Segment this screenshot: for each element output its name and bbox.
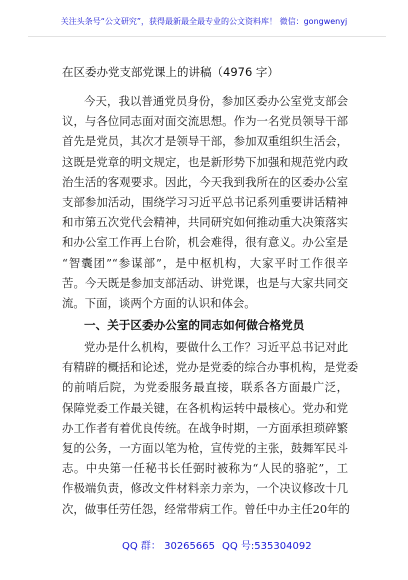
paragraph-2-line: 党办是什么机构，要做什么工作？习近平总书记对此 <box>84 340 348 355</box>
paragraph-1-line: 苦。今天既是参加支部活动、讲党课，也是与大家共同交 <box>62 275 348 290</box>
section-1-heading: 一、关于区委办公室的同志如何做合格党员 <box>84 318 305 333</box>
header-divider <box>28 36 386 37</box>
paragraph-1-line: 议，与各位同志面对面交流思想。作为一名党员领导干部 <box>62 114 348 129</box>
paragraph-2-line: 次，做事任劳任怨，经常带病工作。曾任中办主任20年的 <box>62 501 350 516</box>
paragraph-2-line: 有精辟的概括和论述，党办是党委的综合办事机构，是党委 <box>62 360 359 375</box>
paragraph-1-line: 今天，我以普通党员身份，参加区委办公室党支部会 <box>84 94 348 108</box>
document-title: 在区委办党支部党课上的讲稿（4976 字） <box>62 65 279 79</box>
paragraph-2-line: 复的公务，一方面以笔为枪，宣传党的主张，鼓舞军民斗 <box>62 441 348 455</box>
footer-qq-number[interactable]: QQ 号:535304092 <box>222 541 312 552</box>
paragraph-1-line: 首先是党员，其次才是领导干部，参加双重组织生活会， <box>62 134 348 149</box>
paragraph-1-line: 流。下面，谈两个方面的认识和体会。 <box>62 295 256 310</box>
paragraph-1-line: 支部参加活动，围绕学习习近平总书记系列重要讲话精神 <box>62 194 348 209</box>
paragraph-2-line: 作极端负责，修改文件材料亲力亲为，一个决议修改十几 <box>62 481 348 496</box>
footer-qq-group[interactable]: QQ 群： 30265665 <box>122 541 215 552</box>
paragraph-2-line: 保障党委工作最关键，在各机构运转中最核心。党办和党 <box>62 400 348 415</box>
paragraph-2-line: 志。中央第一任秘书长任弼时被称为“人民的骆驼”，工 <box>62 461 348 476</box>
footer <box>0 539 408 555</box>
paragraph-1-line: “智囊团”“参谋部”，是中枢机构，大家平时工作很辛 <box>62 255 348 270</box>
header-banner[interactable]: 关注头条号“公文研究”，获得最新最全最专业的公文资料库！ 微信：gongwenyj <box>60 17 348 26</box>
paragraph-1-line: 和市第五次党代会精神，共同研究如何推动重大决策落实 <box>62 215 348 230</box>
document-body <box>62 91 359 519</box>
paragraph-1-line: 这既是党章的明文规定，也是新形势下加强和规范党内政 <box>62 154 348 169</box>
paragraph-1-line: 和办公室工作再上台阶，机会难得，很有意义。办公室是 <box>62 235 348 250</box>
paragraph-2-line: 办工作者有着优良传统。在战争时期，一方面承担琐碎繁 <box>62 420 348 435</box>
paragraph-2-line: 的前哨后院，为党委服务最直接，联系各方面最广泛， <box>62 380 348 395</box>
paragraph-1-line: 治生活的客观要求。因此，今天我到我所在的区委办公室 <box>62 174 348 189</box>
